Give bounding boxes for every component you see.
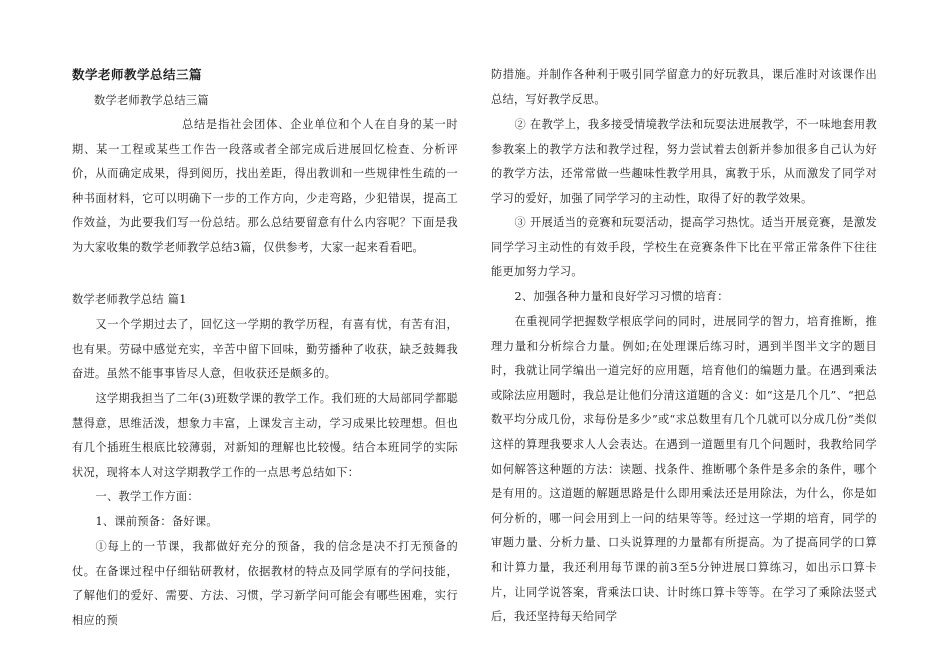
intro-paragraph: 总结是指社会团体、企业单位和个人在自身的某一时期、某一工程或某些工作告一段落或者全部完成后进展回忆检查、分析评价，从而确定成果，得到阅历，找出差距，得出教训和一些规律性生疏的一种书面材料，它可以明确下一步的工作方向，少走弯路，少犯错误，提高工作效益，为此要我们写一份总结。那么总结要留意有什么内容呢？下面是我为大家收集的数学老师教学总结3篇，仅供参考，大家一起来看看吧。: [72, 118, 458, 254]
left-paragraph-2: 这学期我担当了二年(3)班数学课的教学工作。我们班的大局部同学都聪慧得意，思维活泼，想象力丰富，上课发言主动，学习成果比较理想。但也有几个插班生根底比较薄弱，对新知的理解也比较慢。结合本班同学的实际状况，现将本人对这学期教学工作的一点思考总结如下：: [72, 392, 458, 479]
left-paragraph-5: ①每上的一节课，我都做好充分的预备，我的信念是决不打无预备的仗。在备课过程中仔细钻研教材，依据教材的特点及同学原有的学问技能，了解他们的爱好、需要、方法、习惯，学习新学问可能会有哪些困难，实行相应的预: [72, 540, 458, 627]
right-paragraph-1: 防措施。并制作各种利于吸引同学留意力的好玩教具，课后准时对该课作出总结，写好教学反思。: [491, 68, 877, 106]
left-paragraph-4: 1、课前预备：备好课。: [95, 515, 218, 528]
right-paragraph-2: ② 在教学上，我多接受情境教学法和玩耍法进展教学，不一味地套用教参教案上的教学方法和教学过程，努力尝试着去创新并参加很多自己认为好的教学方法，还常常做一些趣味性教学用具，寓教于乐，从而激发了同学对学习的爱好，加强了同学学习的主动性，取得了好的教学效果。: [491, 118, 877, 205]
left-paragraph-3: 一、教学工作方面：: [95, 490, 199, 503]
right-paragraph-3: ③ 开展适当的竞赛和玩耍活动，提高学习热忱。适当开展竞赛，是激发同学学习主动性的有效手段，学校生在竞赛条件下比在平常正常条件下往往能更加努力学习。: [491, 216, 877, 279]
right-paragraph-4: 2、加强各种力量和良好学习习惯的培育：: [514, 290, 729, 303]
left-paragraph-1: 又一个学期过去了，回忆这一学期的教学历程，有喜有忧，有苦有泪，也有果。劳碌中感觉充实，辛苦中留下回味，勤劳播种了收获，缺乏鼓舞我奋进。虽然不能事事皆尽人意，但收获还是颇多的。: [72, 318, 458, 381]
document-title: 数学老师教学总结三篇: [72, 67, 203, 82]
section-heading: 数学老师教学总结 篇1: [72, 293, 187, 306]
document-subtitle: 数学老师教学总结三篇: [94, 94, 209, 107]
right-paragraph-5: 在重视同学把握数学根底学问的同时，进展同学的智力，培育推断，推理力量和分析综合力量。例如;在处理课后练习时，遇到半图半文字的题目时，我就让同学编出一道完好的应用题，培育他们的编题力量。在遇到乘法或除法应用题时，我总是让他们分清这道题的含义：如“这是几个几”、“把总数平均分成几份，求每份是多少”或“求总数里有几个几就可以分成几份”类似这样的算理我要求人人会表达。在遇到一道题里有几个问题时，我教给同学如何解答这种题的方法：读题、找条件、推断哪个条件是多余的条件，哪个是有用的。这道题的解题思路是什么即用乘法还是用除法，为什么，你是如何分析的，哪一问会用到上一问的结果等等。经过这一学期的培育，同学的审题力量、分析力量、口头说算理的力量都有所提高。为了提高同学的口算和计算力量，我还利用每节课的前3至5分钟进展口算练习，如出示口算卡片，让同学说答案，背乘法口诀、计时练口算卡等等。在学习了乘除法竖式后，我还坚持每天给同学: [491, 315, 877, 624]
